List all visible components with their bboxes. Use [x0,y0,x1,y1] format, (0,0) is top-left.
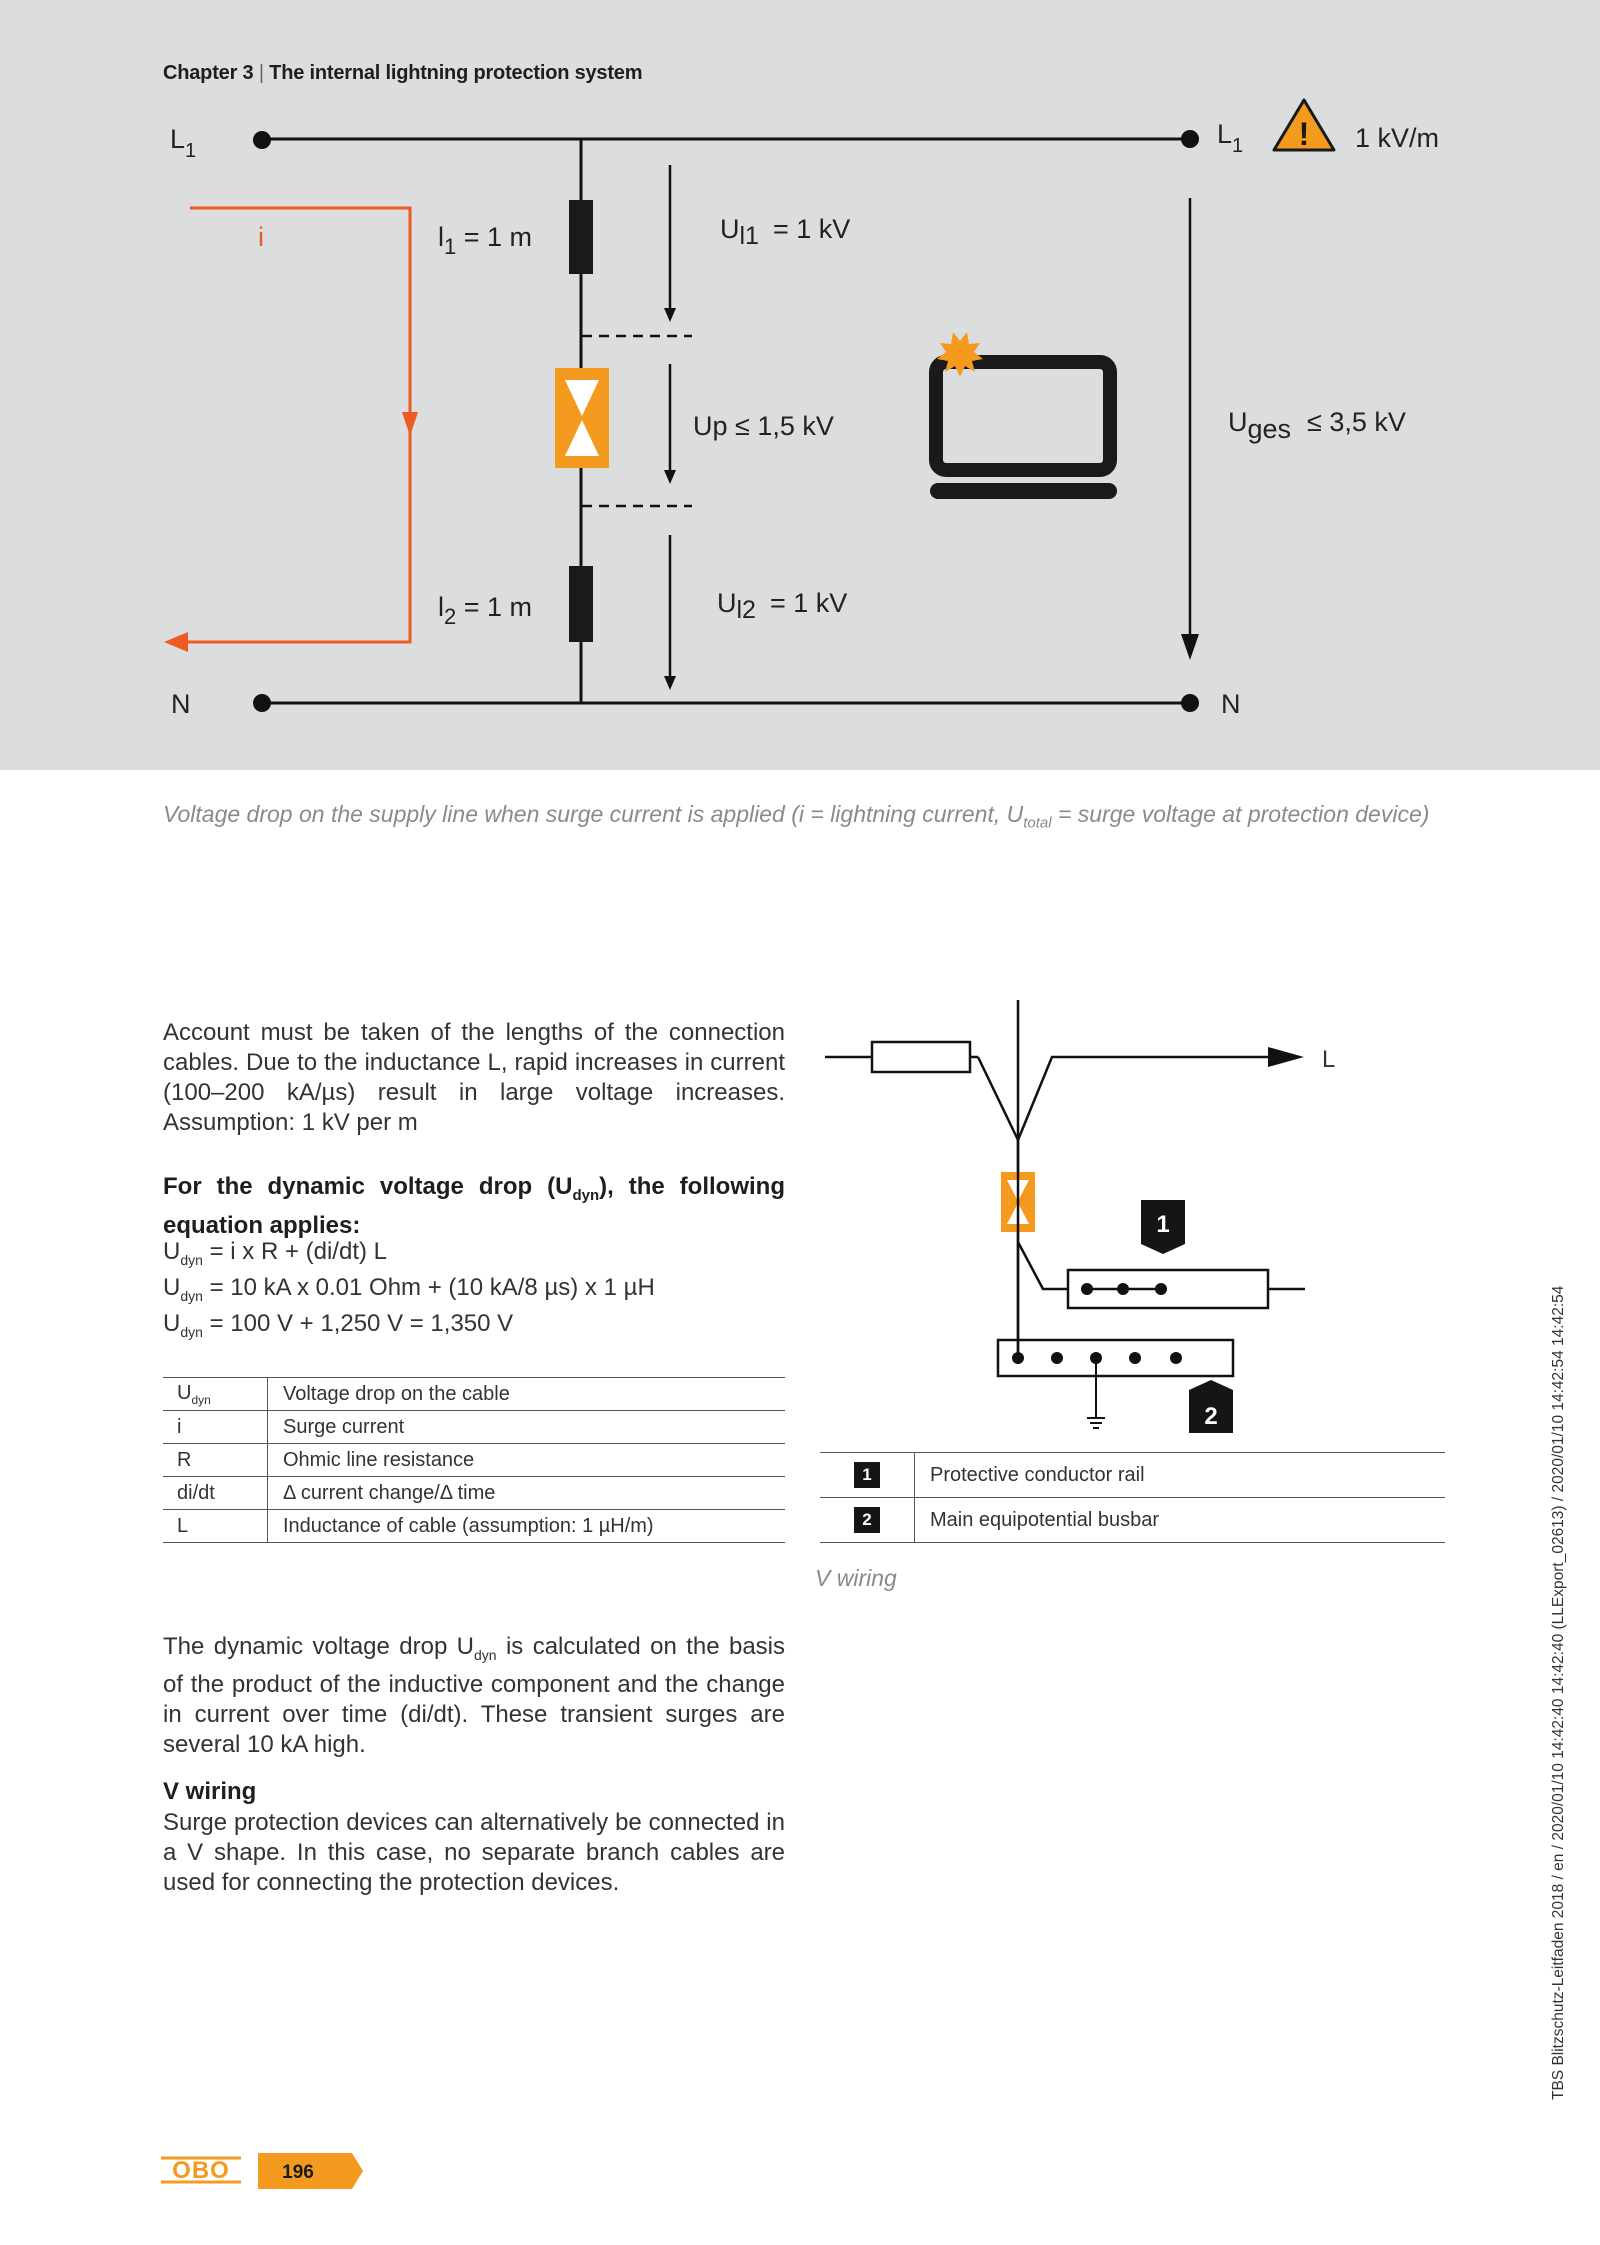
v-connection-line [978,1057,1270,1140]
fuse-icon [872,1042,970,1072]
variable-symbol: i [163,1411,268,1444]
equation-heading: For the dynamic voltage drop $(U_{dyn})$, the following equation applies: [163,1173,785,1239]
legend-badge: 2 [854,1507,880,1533]
variable-symbol: $U_{dyn}$ [163,1378,268,1411]
voltage-drop-circuit-diagram [0,0,1600,770]
label-l1-left: $L_1$ [170,124,197,162]
legend-row [820,1453,1445,1498]
v-wiring-diagram [800,1000,1340,1450]
variable-description: Inductance of cable (assumption: 1 µH/m) [268,1510,786,1543]
label-uges: Uges ≤ 3,5 kV [1228,407,1406,444]
warning-value: 1 kV/m [1355,123,1440,153]
label-ul2: Ul2 = 1 kV [717,588,848,624]
page-number: 196 [282,2162,314,2183]
chapter-number: Chapter 3 [163,62,254,84]
inductor-l2 [569,566,593,642]
table-row [163,1510,785,1543]
terminal-l1-right [1181,130,1199,148]
figure-caption-v-wiring: V wiring [815,1565,897,1591]
label-ul1: Ul1 = 1 kV [720,214,851,250]
line-label: L [1322,1046,1336,1073]
table-row [163,1477,785,1510]
label-l2-length: $l_2 = 1$ m [438,592,533,629]
variable-description: Voltage drop on the cable [268,1378,786,1411]
svg-text:OBO: OBO [172,2157,230,2184]
svg-text:1: 1 [1156,1211,1170,1238]
inductor-l1 [569,200,593,274]
variable-symbol: R [163,1444,268,1477]
spark-icon [937,332,983,377]
paragraph-v-wiring: Surge protection devices can alternatively be connected in a V shape. In this case, no separate branch cables are used for connecting the protection devices. [163,1809,785,1896]
protective-conductor-rail [1068,1270,1305,1308]
output-arrow [1268,1047,1304,1067]
paragraph-dynamic-voltage-drop: The dynamic voltage drop $U_{dyn}$ is calculated on the basis of the product of the inductive component and the change in current over time (di/dt). These transient surges are several 10 kA high. [163,1633,785,1758]
table-row [163,1378,785,1411]
laptop-icon [930,362,1117,499]
terminal-n-left [253,694,271,712]
table-row [163,1444,785,1477]
page-number-tab [258,2153,364,2189]
figure-caption-voltage-drop: Voltage drop on the supply line when surge current is applied (i = lightning current, $U_{total}$ = surge voltage at protection device) [163,801,1430,832]
legend-text: Main equipotential busbar [915,1498,1446,1543]
obo-logo [160,2155,242,2185]
svg-text:!: ! [1298,116,1310,152]
surge-protection-device-icon [555,368,609,468]
terminal-l1-left [253,131,271,149]
arrow-up [664,364,676,484]
label-l1-length: $l_1 = 1$ m [438,222,533,259]
terminal-n-right [1181,694,1199,712]
legend-text: Protective conductor rail [915,1453,1446,1498]
v-wiring-legend-table [820,1452,1445,1543]
variables-table [163,1377,785,1543]
side-print-info: TBS Blitzschutz-Leitfaden 2018 / en / 2020/01/10 14:42:40 14:42:40 (LLExport_02613) / 2020/01/10 14:42:54 14:42:54 [1550,1285,1567,2100]
label-up: Up ≤ 1,5 kV [693,411,834,441]
variable-description: Δ current change/Δ time [268,1477,786,1510]
current-path-arrow [164,208,418,652]
variable-description: Ohmic line resistance [268,1444,786,1477]
variable-symbol: di/dt [163,1477,268,1510]
svg-text:2: 2 [1204,1403,1218,1430]
arrow-uges [1181,198,1199,660]
label-l1-right: $L_1$ [1217,119,1244,157]
paragraph-connection-cables: Account must be taken of the lengths of the connection cables. Due to the inductance L, rapid increases in current (100–200 kA/µs) result in large voltage increases. Assumption: 1 kV per m [163,1019,785,1136]
marker-2-badge [1189,1380,1233,1433]
variable-symbol: L [163,1510,268,1543]
arrow-ul1 [664,165,676,322]
legend-row [820,1498,1445,1543]
equation-line: $U_{dyn} = 10$ kA x 0.01 Ohm + (10 kA/8 µs) x 1 µH [163,1274,655,1304]
arrow-ul2 [664,535,676,690]
chapter-title: The internal lightning protection system [269,62,643,84]
label-n-right: N [1221,689,1241,719]
chapter-separator: | [258,62,264,84]
equation-line: $U_{dyn} = 100$ V + 1,250 V = 1,350 V [163,1310,514,1340]
warning-icon [1274,100,1334,152]
variable-description: Surge current [268,1411,786,1444]
legend-badge: 1 [854,1462,880,1488]
label-n-left: N [171,689,191,719]
table-row [163,1411,785,1444]
section-heading-v-wiring: V wiring [163,1778,257,1805]
marker-1-badge [1141,1200,1185,1254]
equation-line: $U_{dyn} = i$ x R + (di/dt) L [163,1238,387,1268]
current-label: i [258,222,264,252]
